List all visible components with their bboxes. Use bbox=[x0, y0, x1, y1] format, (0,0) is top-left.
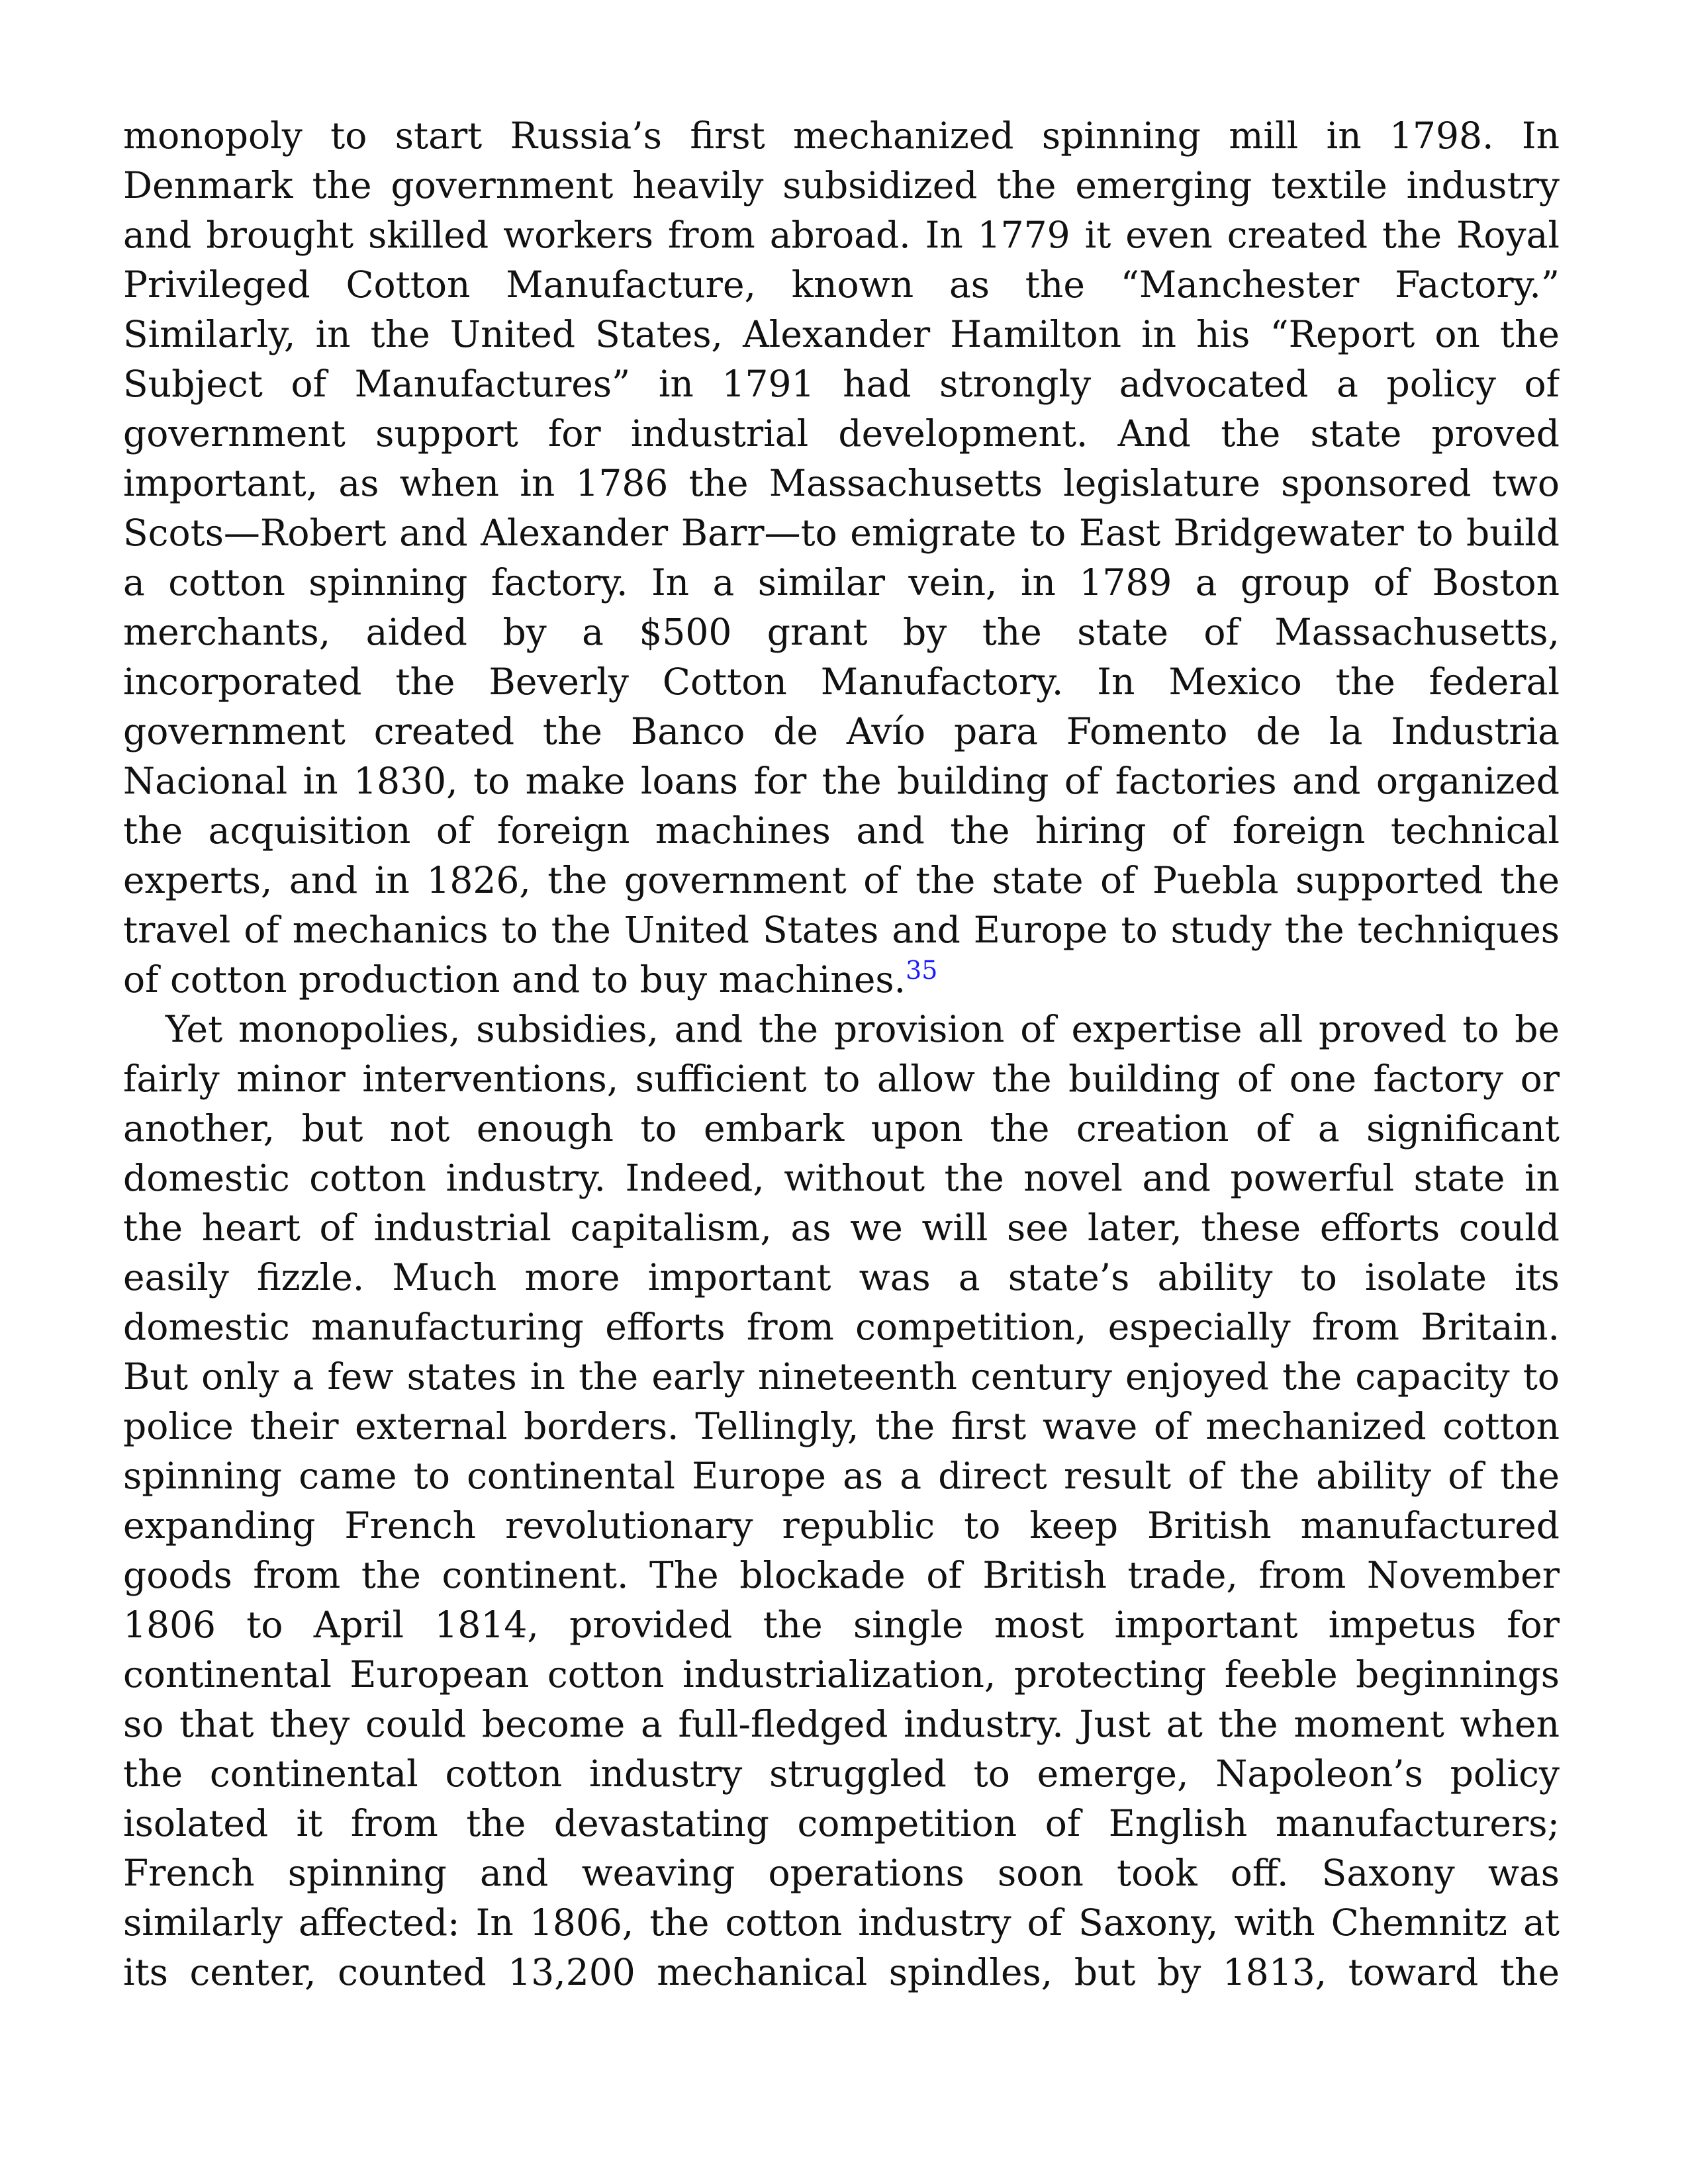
text-line: Scots—Robert and Alexander Barr—to emigrate to East Bridgewater to build bbox=[123, 512, 1560, 554]
text-line: its center, counted 13,200 mechanical spindles, but by 1813, toward the bbox=[123, 1951, 1560, 1993]
text-line: the acquisition of foreign machines and the hiring of foreign technical bbox=[123, 809, 1560, 852]
text-line: domestic manufacturing efforts from competition, especially from Britain. bbox=[123, 1306, 1560, 1348]
text-line: Denmark the government heavily subsidized the emerging textile industry bbox=[123, 164, 1560, 206]
text-line: travel of mechanics to the United States and Europe to study the techniques bbox=[123, 909, 1560, 951]
text-line: But only a few states in the early nineteenth century enjoyed the capacity to bbox=[123, 1355, 1560, 1398]
text-line: experts, and in 1826, the government of the state of Puebla supported the bbox=[123, 859, 1560, 901]
text-line-first: Yet monopolies, subsidies, and the provision of expertise all proved to be bbox=[165, 1008, 1560, 1050]
text-line: the continental cotton industry struggled to emerge, Napoleon’s policy bbox=[123, 1752, 1560, 1795]
text-line: Privileged Cotton Manufacture, known as the “Manchester Factory.” bbox=[123, 263, 1560, 306]
text-line: 1806 to April 1814, provided the single most important impetus for bbox=[123, 1604, 1560, 1646]
text-line: merchants, aided by a $500 grant by the state of Massachusetts, bbox=[123, 611, 1560, 653]
text-line: Similarly, in the United States, Alexander Hamilton in his “Report on the bbox=[123, 313, 1560, 355]
text-line-last bbox=[123, 955, 1560, 1005]
text-line: and brought skilled workers from abroad. In 1779 it even created the Royal bbox=[123, 214, 1560, 256]
paragraph-1 bbox=[123, 111, 1560, 1005]
page-body bbox=[123, 111, 1560, 1997]
text-line: incorporated the Beverly Cotton Manufactory. In Mexico the federal bbox=[123, 660, 1560, 703]
text-line: important, as when in 1786 the Massachusetts legislature sponsored two bbox=[123, 462, 1560, 504]
text-line: expanding French revolutionary republic to keep British manufactured bbox=[123, 1504, 1560, 1547]
text-line: another, but not enough to embark upon the creation of a significant bbox=[123, 1107, 1560, 1150]
text-line: Nacional in 1830, to make loans for the building of factories and organized bbox=[123, 760, 1560, 802]
text-line: domestic cotton industry. Indeed, without the novel and powerful state in bbox=[123, 1157, 1560, 1199]
text-line: spinning came to continental Europe as a direct result of the ability of the bbox=[123, 1455, 1560, 1497]
footnote-reference-link[interactable]: 35 bbox=[906, 956, 938, 985]
paragraph-2 bbox=[123, 1005, 1560, 1997]
text-line: the heart of industrial capitalism, as we will see later, these efforts could bbox=[123, 1206, 1560, 1249]
text-line: French spinning and weaving operations soon took off. Saxony was bbox=[123, 1852, 1560, 1894]
text-line: so that they could become a full-fledged industry. Just at the moment when bbox=[123, 1703, 1560, 1745]
text-line: monopoly to start Russia’s first mechanized spinning mill in 1798. In bbox=[123, 114, 1560, 157]
text-line: continental European cotton industrialization, protecting feeble beginnings bbox=[123, 1653, 1560, 1696]
text-line-content: of cotton production and to buy machines. bbox=[123, 958, 906, 1001]
text-line: similarly affected: In 1806, the cotton industry of Saxony, with Chemnitz at bbox=[123, 1901, 1560, 1944]
text-line: goods from the continent. The blockade of British trade, from November bbox=[123, 1554, 1560, 1596]
text-line: government support for industrial development. And the state proved bbox=[123, 412, 1560, 455]
text-line: police their external borders. Tellingly, the first wave of mechanized cotton bbox=[123, 1405, 1560, 1447]
text-line: isolated it from the devastating competition of English manufacturers; bbox=[123, 1802, 1560, 1844]
text-line: fairly minor interventions, sufficient to allow the building of one factory or bbox=[123, 1058, 1560, 1100]
text-line: Subject of Manufactures” in 1791 had strongly advocated a policy of bbox=[123, 363, 1560, 405]
text-line: government created the Banco de Avío para Fomento de la Industria bbox=[123, 710, 1560, 752]
text-line: a cotton spinning factory. In a similar vein, in 1789 a group of Boston bbox=[123, 561, 1560, 604]
text-line: easily fizzle. Much more important was a state’s ability to isolate its bbox=[123, 1256, 1560, 1298]
